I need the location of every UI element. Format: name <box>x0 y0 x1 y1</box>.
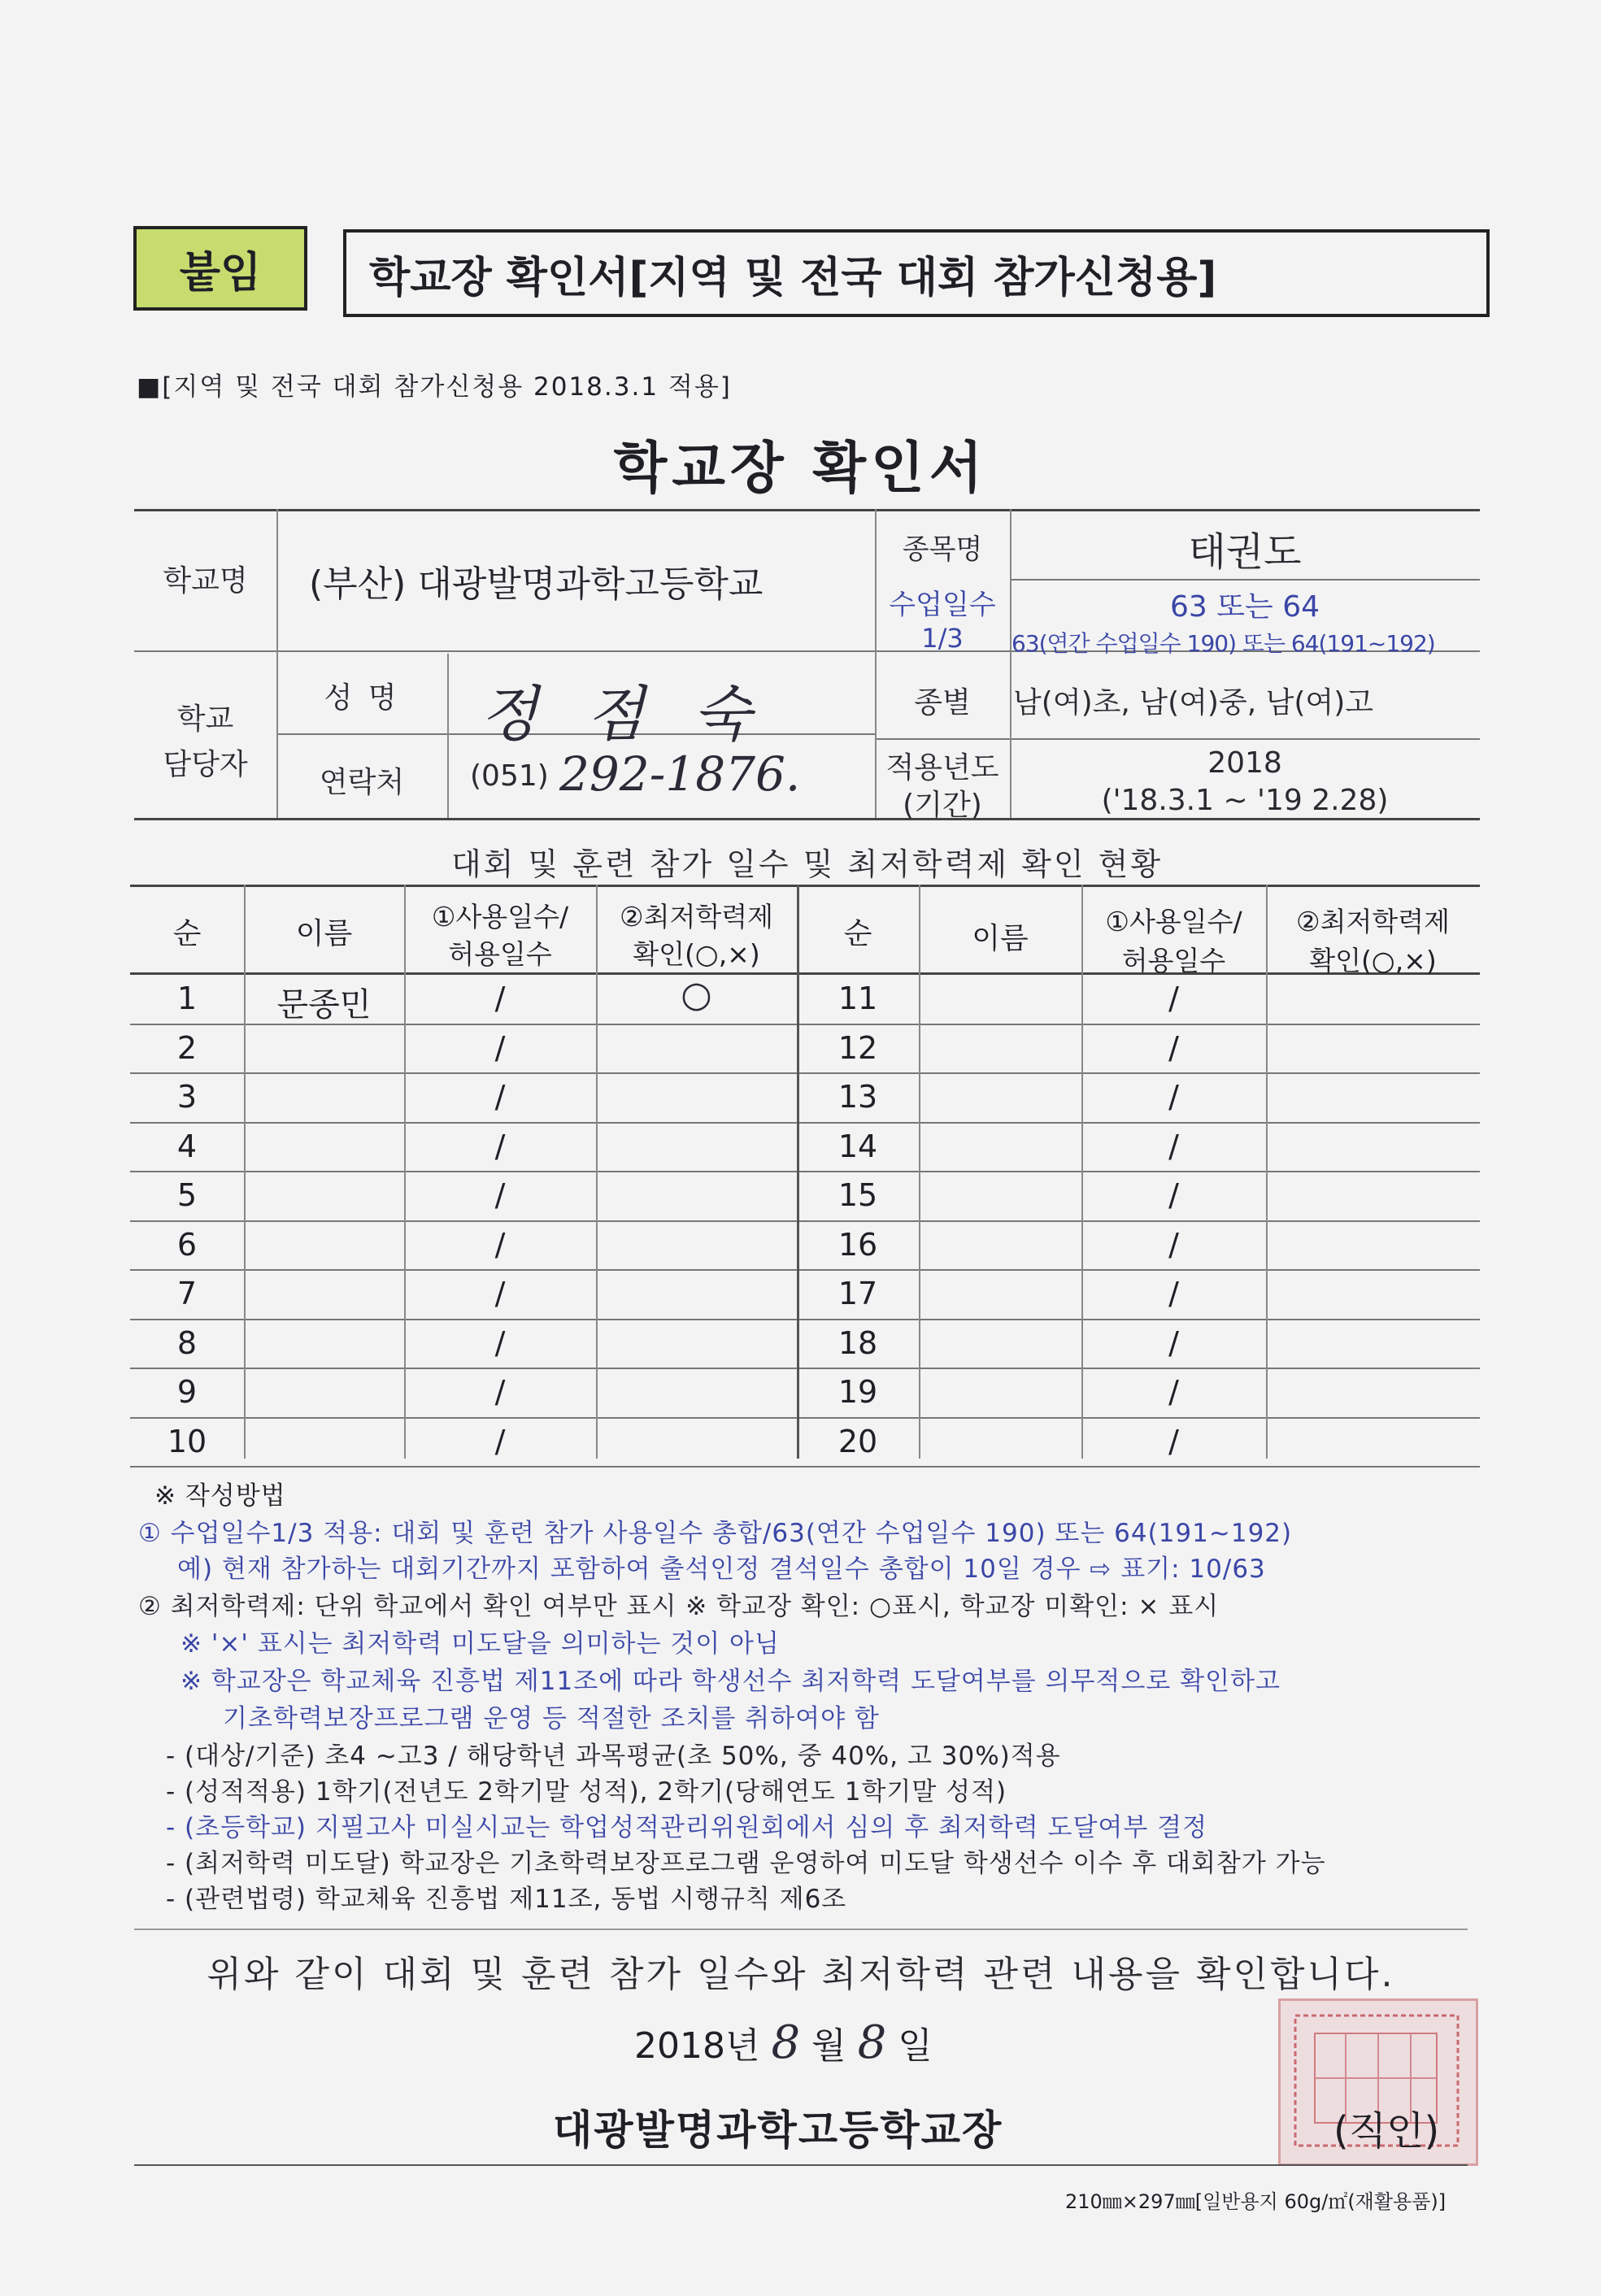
method-line: 기초학력보장프로그램 운영 등 적절한 조치를 취하여야 함 <box>223 1704 880 1733</box>
contact-value-handwritten: 292-1876. <box>559 746 801 802</box>
row-number-right: 20 <box>837 1424 878 1459</box>
table-row-line <box>130 1072 1480 1074</box>
method-line: - (대상/기준) 초4 ~고3 / 해당학년 과목평균(초 50%, 중 40%, 고 30%)적용 <box>166 1742 1061 1771</box>
staff-label-1: 학교 <box>176 702 234 736</box>
days-slash-right: / <box>1168 1128 1179 1164</box>
days-slash-left: / <box>494 1374 506 1410</box>
date-month-unit: 월 <box>811 2025 846 2067</box>
row-number-left: 8 <box>176 1325 198 1361</box>
row1-check-mark: ○ <box>681 974 712 1015</box>
col-header-name-right: 이름 <box>972 922 1029 955</box>
row-number-right: 13 <box>837 1079 878 1115</box>
date-month-handwritten: 8 <box>771 2016 801 2069</box>
method-line: - (관련법령) 학교체육 진흥법 제11조, 동법 시행규칙 제6조 <box>166 1885 847 1914</box>
days-label-1: 수업일수 <box>889 589 996 621</box>
header-title: 학교장 확인서[지역 및 전국 대회 참가신청용] <box>343 229 1490 317</box>
days-slash-left: / <box>494 1030 506 1066</box>
info-line <box>875 738 1480 740</box>
days-label-2: 1/3 <box>921 623 964 654</box>
col-header-check-1-right: ②최저학력제 <box>1296 906 1450 937</box>
table-row-line <box>130 1417 1480 1419</box>
staff-label-2: 담당자 <box>163 748 248 781</box>
signer: 대광발명과학고등학교장 <box>553 2107 1003 2154</box>
category-value: 남(여)초, 남(여)중, 남(여)고 <box>1013 686 1374 720</box>
col-header-check-2: 확인(○,×) <box>633 938 760 970</box>
year-value-1: 2018 <box>1207 746 1282 780</box>
table-row-line <box>130 1269 1480 1271</box>
days-slash-right: / <box>1168 1177 1179 1213</box>
col-header-days-1: ①사용일수/ <box>431 901 569 933</box>
col-header-check-2-right: 확인(○,×) <box>1309 945 1437 976</box>
days-slash-left: / <box>494 1276 506 1311</box>
event-value: 태권도 <box>1188 529 1302 575</box>
table-divider <box>919 885 920 1459</box>
info-top-border <box>134 509 1480 511</box>
days-slash-left: / <box>494 981 506 1016</box>
year-value-2: ('18.3.1 ~ '19 2.28) <box>1101 784 1389 817</box>
table-top-border <box>130 885 1480 887</box>
contact-area-code: (051) <box>470 759 549 793</box>
row-number-right: 11 <box>837 981 878 1016</box>
info-bottom-border <box>134 818 1480 820</box>
table-row-line <box>130 1220 1480 1222</box>
days-slash-left: / <box>494 1227 506 1263</box>
name-value-handwritten: 정 점 숙 <box>480 680 766 750</box>
days-slash-right: / <box>1168 1424 1179 1459</box>
days-slash-left: / <box>494 1177 506 1213</box>
method-line: 예) 현재 참가하는 대회기간까지 포함하여 출석인정 결석일수 총합이 10일 경우 ⇨ 표기: 10/63 <box>177 1555 1266 1584</box>
date-day-handwritten: 8 <box>857 2016 887 2069</box>
method-line: ① 수업일수1/3 적용: 대회 및 훈련 참가 사용일수 총합/63(연간 수업일수 190) 또는 64(191~192) <box>138 1519 1293 1548</box>
table-row-line <box>130 1171 1480 1172</box>
method-divider <box>134 1929 1468 1930</box>
contact-label: 연락처 <box>319 766 405 799</box>
date-day-unit: 일 <box>898 2025 933 2067</box>
row-number-left: 5 <box>176 1177 198 1213</box>
date-year: 2018년 <box>634 2025 760 2067</box>
table-divider <box>797 885 799 1459</box>
year-label-1: 적용년도 <box>885 751 999 785</box>
col-header-days-2: 허용일수 <box>448 938 552 970</box>
row-number-right: 19 <box>837 1374 878 1410</box>
table-row-line <box>130 1368 1480 1369</box>
method-line: ② 최저학력제: 단위 학교에서 확인 여부만 표시 ※ 학교장 확인: ○표시, 학교장 미확인: × 표시 <box>138 1592 1220 1621</box>
event-label: 종목명 <box>902 533 983 566</box>
col-header-check-1: ②최저학력제 <box>620 901 773 933</box>
row-number-left: 6 <box>176 1227 198 1263</box>
days-slash-right: / <box>1168 1079 1179 1115</box>
method-line: ※ '×' 표시는 최저학력 미도달을 의미하는 것이 아님 <box>181 1629 780 1659</box>
row-number-left: 10 <box>167 1424 207 1459</box>
days-slash-left: / <box>494 1079 506 1115</box>
row-number-right: 14 <box>837 1128 878 1164</box>
applicability-note: ■[지역 및 전국 대회 참가신청용 2018.3.1 적용] <box>137 372 732 402</box>
attachment-tag: 붙임 <box>133 226 307 311</box>
year-label-2: (기간) <box>903 789 982 822</box>
document-title: 학교장 확인서 <box>613 437 988 501</box>
school-label: 학교명 <box>163 564 248 598</box>
method-line: - (최저학력 미도달) 학교장은 기초학력보장프로그램 운영하여 미도달 학생선수 이수 후 대회참가 가능 <box>166 1849 1326 1878</box>
col-header-no: 순 <box>172 917 202 950</box>
confirmation-date <box>634 2016 933 2069</box>
days-slash-left: / <box>494 1325 506 1361</box>
school-value: (부산) 대광발명과학고등학교 <box>309 563 764 605</box>
days-slash-right: / <box>1168 1325 1179 1361</box>
col-header-no-right: 순 <box>843 917 872 950</box>
row-number-left: 2 <box>176 1030 198 1066</box>
row-number-left: 9 <box>176 1374 198 1410</box>
days-slash-right: / <box>1168 981 1179 1016</box>
table-row-line <box>130 1122 1480 1124</box>
days-value-2: 63(연간 수업일수 190) 또는 64(191~192) <box>1012 630 1435 657</box>
table-divider <box>244 885 246 1459</box>
info-divider <box>447 654 449 818</box>
row1-name: 문종민 <box>276 986 372 1024</box>
col-header-days-2-right: 허용일수 <box>1121 945 1226 976</box>
days-slash-left: / <box>494 1424 506 1459</box>
method-line: ※ 학교장은 학교체육 진흥법 제11조에 따라 학생선수 최저학력 도달여부를 의무적으로 확인하고 <box>181 1667 1281 1696</box>
row-number-right: 17 <box>837 1276 878 1311</box>
row-number-left: 7 <box>176 1276 198 1311</box>
row-number-left: 1 <box>176 981 198 1016</box>
days-slash-right: / <box>1168 1374 1179 1410</box>
table-row-line <box>130 1466 1480 1468</box>
category-label: 종별 <box>914 686 971 720</box>
section-title: 대회 및 훈련 참가 일수 및 최저학력제 확인 현황 <box>450 846 1164 882</box>
table-row-line <box>130 1319 1480 1320</box>
info-line <box>1010 579 1480 581</box>
days-slash-right: / <box>1168 1227 1179 1263</box>
paper-spec-footer: 210㎜×297㎜[일반용지 60g/㎡(재활용품)] <box>1065 2190 1447 2213</box>
method-title: ※ 작성방법 <box>154 1481 286 1511</box>
seal-label: (직인) <box>1333 2108 1440 2154</box>
days-slash-right: / <box>1168 1030 1179 1066</box>
row-number-left: 3 <box>176 1079 198 1115</box>
col-header-days-1-right: ①사용일수/ <box>1105 906 1242 937</box>
col-header-name: 이름 <box>295 917 353 950</box>
name-label: 성 명 <box>324 681 400 715</box>
days-slash-left: / <box>494 1128 506 1164</box>
method-line: - (성적적용) 1학기(전년도 2학기말 성적), 2학기(당해연도 1학기말 성적) <box>166 1777 1007 1807</box>
row-number-right: 12 <box>837 1030 878 1066</box>
row-number-right: 16 <box>837 1227 878 1263</box>
days-value-1: 63 또는 64 <box>1169 590 1320 624</box>
days-slash-right: / <box>1168 1276 1179 1311</box>
row-number-right: 15 <box>837 1177 878 1213</box>
confirmation-text: 위와 같이 대회 및 훈련 참가 일수와 최저학력 관련 내용을 확인합니다. <box>207 1954 1395 1995</box>
row-number-left: 4 <box>176 1128 198 1164</box>
row-number-right: 18 <box>837 1325 878 1361</box>
footer-divider <box>134 2164 1468 2166</box>
method-line: - (초등학교) 지필고사 미실시교는 학업성적관리위원회에서 심의 후 최저학력 도달여부 결정 <box>166 1813 1208 1842</box>
